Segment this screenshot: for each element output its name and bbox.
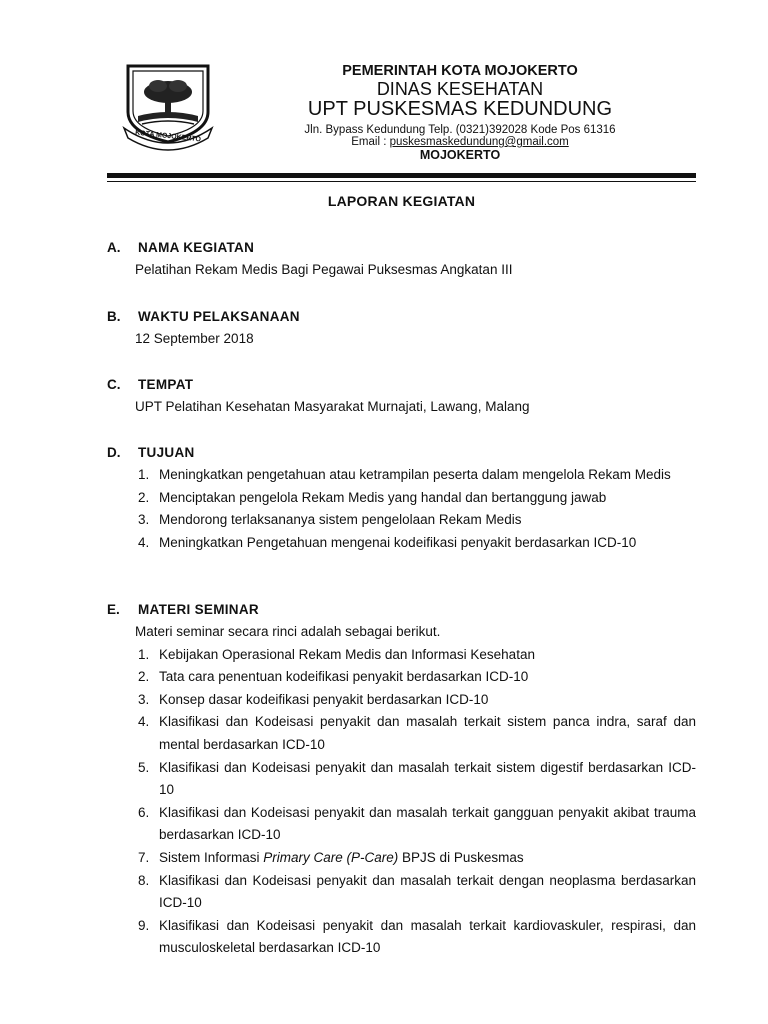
item-number: 9. (138, 917, 150, 933)
section-nama-kegiatan (107, 237, 696, 282)
section-tempat (107, 374, 696, 419)
item-number: 1. (138, 467, 150, 482)
list-item (107, 509, 696, 532)
address-line: Jln. Bypass Kedundung Telp. (0321)392028 Kode Pos 61316 (304, 124, 616, 136)
item-text-prefix: Sistem Informasi (159, 849, 264, 865)
email-line (222, 136, 698, 148)
section-title: TEMPAT (138, 377, 194, 392)
section-title: NAMA KEGIATAN (138, 240, 255, 255)
list-item (107, 847, 696, 870)
section-title: MATERI SEMINAR (138, 602, 259, 617)
section-heading (107, 374, 696, 396)
list-item (107, 757, 696, 802)
email-label: Email : (351, 136, 390, 148)
list-item (107, 487, 696, 510)
seminar-material-list (107, 644, 696, 960)
item-text: Klasifikasi dan Kodeisasi penyakit dan masalah terkait sistem digestif berdasarkan ICD-10 (159, 759, 696, 798)
item-text: Tata cara penentuan kodeifikasi penyakit berdasarkan ICD-10 (159, 669, 529, 685)
item-number: 3. (138, 512, 150, 528)
list-item (107, 464, 696, 487)
item-text: Klasifikasi dan Kodeisasi penyakit dan masalah terkait dengan neoplasma berdasarkan ICD-10 (159, 872, 696, 911)
section-intro: Materi seminar secara rinci adalah sebagai berikut. (135, 624, 441, 639)
item-text: Mendorong terlaksananya sistem pengelolaan Rekam Medis (159, 512, 522, 528)
section-body: 12 September 2018 (135, 331, 254, 346)
section-letter: E. (107, 602, 120, 617)
item-text: Meningkatkan pengetahuan atau ketrampilan peserta dalam mengelola Rekam Medis (159, 467, 671, 482)
section-tujuan (107, 442, 696, 554)
section-title: WAKTU PELAKSANAAN (138, 309, 300, 324)
section-heading (107, 237, 696, 259)
section-materi-seminar (107, 599, 696, 960)
item-number: 2. (138, 669, 150, 685)
item-text: Klasifikasi dan Kodeisasi penyakit dan masalah terkait sistem panca indra, saraf dan mental berdasarkan ICD-10 (159, 714, 696, 752)
section-heading (107, 442, 696, 464)
city-name: MOJOKERTO (419, 148, 501, 162)
email-link[interactable]: puskesmaskedundung@gmail.com (389, 136, 569, 148)
department-name: DINAS KESEHATAN (376, 79, 544, 99)
section-letter: A. (107, 240, 121, 255)
item-text: Klasifikasi dan Kodeisasi penyakit dan masalah terkait gangguan penyakit akibat trauma berdasarkan ICD-10 (159, 804, 696, 843)
item-number: 6. (138, 804, 150, 820)
list-item (107, 689, 696, 712)
section-body: Pelatihan Rekam Medis Bagi Pegawai Puksesmas Angkatan III (135, 262, 513, 277)
list-item (107, 915, 696, 960)
section-letter: C. (107, 377, 121, 392)
item-number: 5. (138, 759, 150, 775)
document-title: LAPORAN KEGIATAN (327, 193, 476, 209)
item-text: Kebijakan Operasional Rekam Medis dan Informasi Kesehatan (159, 646, 535, 662)
item-text-italic: Primary Care (P-Care) (263, 849, 399, 865)
list-item (107, 666, 696, 689)
objectives-list (107, 464, 696, 554)
section-heading (107, 599, 696, 621)
unit-name: UPT PUSKESMAS KEDUNDUNG (307, 98, 613, 120)
item-number: 4. (138, 714, 150, 730)
government-name: PEMERINTAH KOTA MOJOKERTO (342, 63, 578, 79)
logo-ribbon-text: KOTA MOJOKERTO (134, 129, 202, 144)
list-item (107, 644, 696, 667)
section-waktu-pelaksanaan (107, 306, 696, 351)
item-text-suffix: BPJS di Puskesmas (398, 849, 524, 865)
item-number: 8. (138, 872, 150, 888)
item-text: Konsep dasar kodeifikasi penyakit berdasarkan ICD-10 (159, 691, 489, 707)
list-item (107, 802, 696, 847)
list-item (107, 870, 696, 915)
item-number: 2. (138, 489, 150, 505)
section-letter: D. (107, 445, 121, 460)
item-text: Menciptakan pengelola Rekam Medis yang handal dan bertanggung jawab (159, 489, 607, 505)
list-item (107, 532, 696, 555)
section-title: TUJUAN (138, 445, 195, 460)
section-body: UPT Pelatihan Kesehatan Masyarakat Murnajati, Lawang, Malang (135, 399, 530, 414)
item-number: 4. (138, 534, 150, 550)
letterhead-divider-thick (107, 173, 696, 178)
section-heading (107, 306, 696, 328)
item-number: 7. (138, 849, 150, 865)
item-number: 3. (138, 691, 150, 707)
list-item (107, 711, 696, 756)
item-text: Klasifikasi dan Kodeisasi penyakit dan masalah terkait kardiovaskuler, respirasi, dan musculoskeletal berdasarkan ICD-10 (159, 917, 696, 956)
section-letter: B. (107, 309, 121, 324)
item-text: Meningkatkan Pengetahuan mengenai kodeifikasi penyakit berdasarkan ICD-10 (159, 534, 637, 550)
item-number: 1. (138, 646, 150, 662)
letterhead-divider-thin (107, 181, 696, 182)
